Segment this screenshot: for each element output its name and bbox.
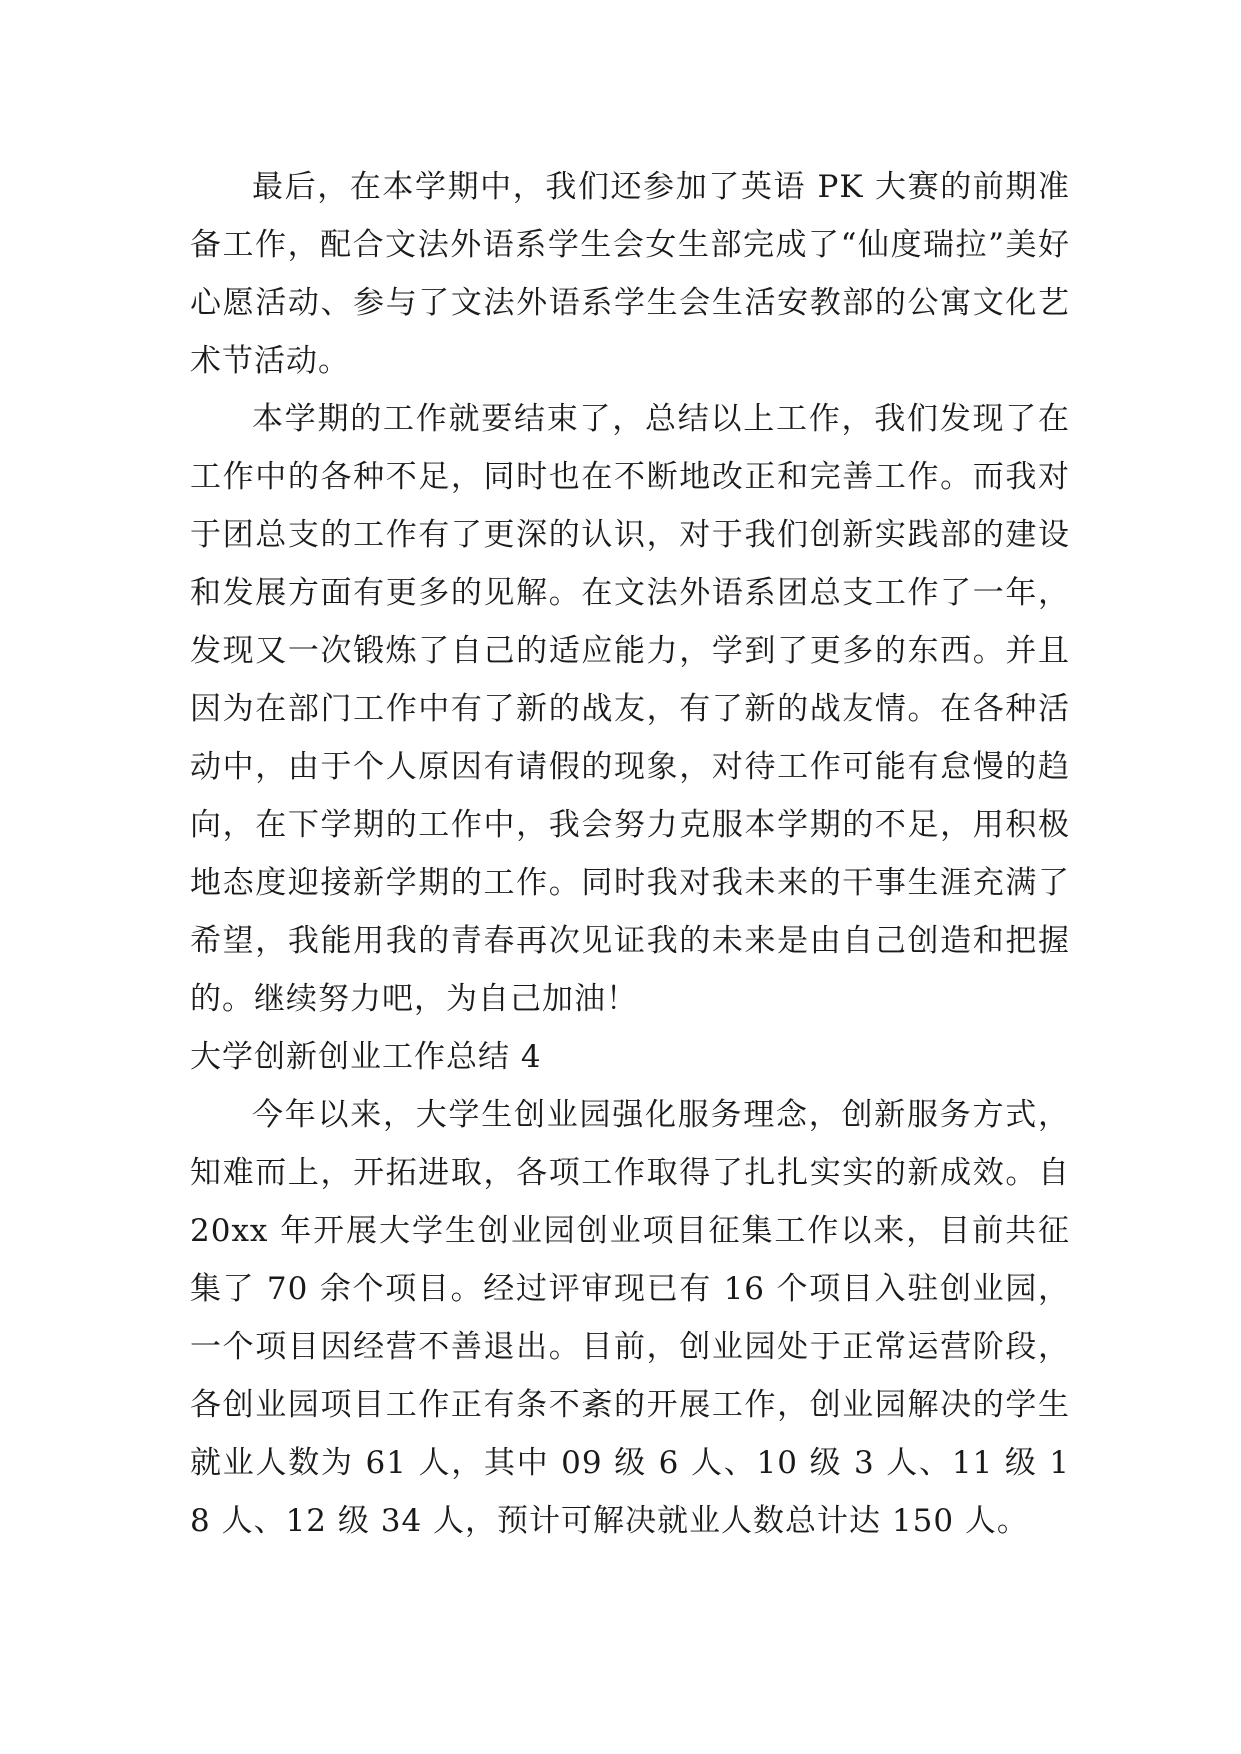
document-body — [190, 158, 1070, 1550]
paragraph-startup-park: 今年以来，大学生创业园强化服务理念，创新服务方式，知难而上，开拓进取，各项工作取得了扎扎实实的新成效。自 20xx 年开展大学生创业园创业项目征集工作以来，目前共征集了 70 余个项目。经过评审现已有 16 个项目入驻创业园，一个项目因经营不善退出。目前，创业园处于正常运营阶段，各创业园项目工作正有条不紊的开展工作，创业园解决的学生就业人数为 61 人，其中 09 级 6 人、10 级 3 人、11 级 18 人、12 级 34 人，预计可解决就业人数总计达 150 人。 — [190, 1097, 1070, 1539]
paragraph-closing-activities: 最后，在本学期中，我们还参加了英语 PK 大赛的前期准备工作，配合文法外语系学生会女生部完成了“仙度瑞拉”美好心愿活动、参与了文法外语系学生会生活安教部的公寓文化艺术节活动。 — [190, 169, 1070, 379]
section-heading: 大学创新创业工作总结 4 — [190, 1039, 542, 1075]
paragraph-semester-summary: 本学期的工作就要结束了，总结以上工作，我们发现了在工作中的各种不足，同时也在不断地改正和完善工作。而我对于团总支的工作有了更深的认识，对于我们创新实践部的建设和发展方面有更多的见解。在文法外语系团总支工作了一年，发现又一次锻炼了自己的适应能力，学到了更多的东西。并且因为在部门工作中有了新的战友，有了新的战友情。在各种活动中，由于个人原因有请假的现象，对待工作可能有怠慢的趋向，在下学期的工作中，我会努力克服本学期的不足，用积极地态度迎接新学期的工作。同时我对我未来的干事生涯充满了希望，我能用我的青春再次见证我的未来是由自己创造和把握的。继续努力吧，为自己加油！ — [190, 401, 1070, 1017]
